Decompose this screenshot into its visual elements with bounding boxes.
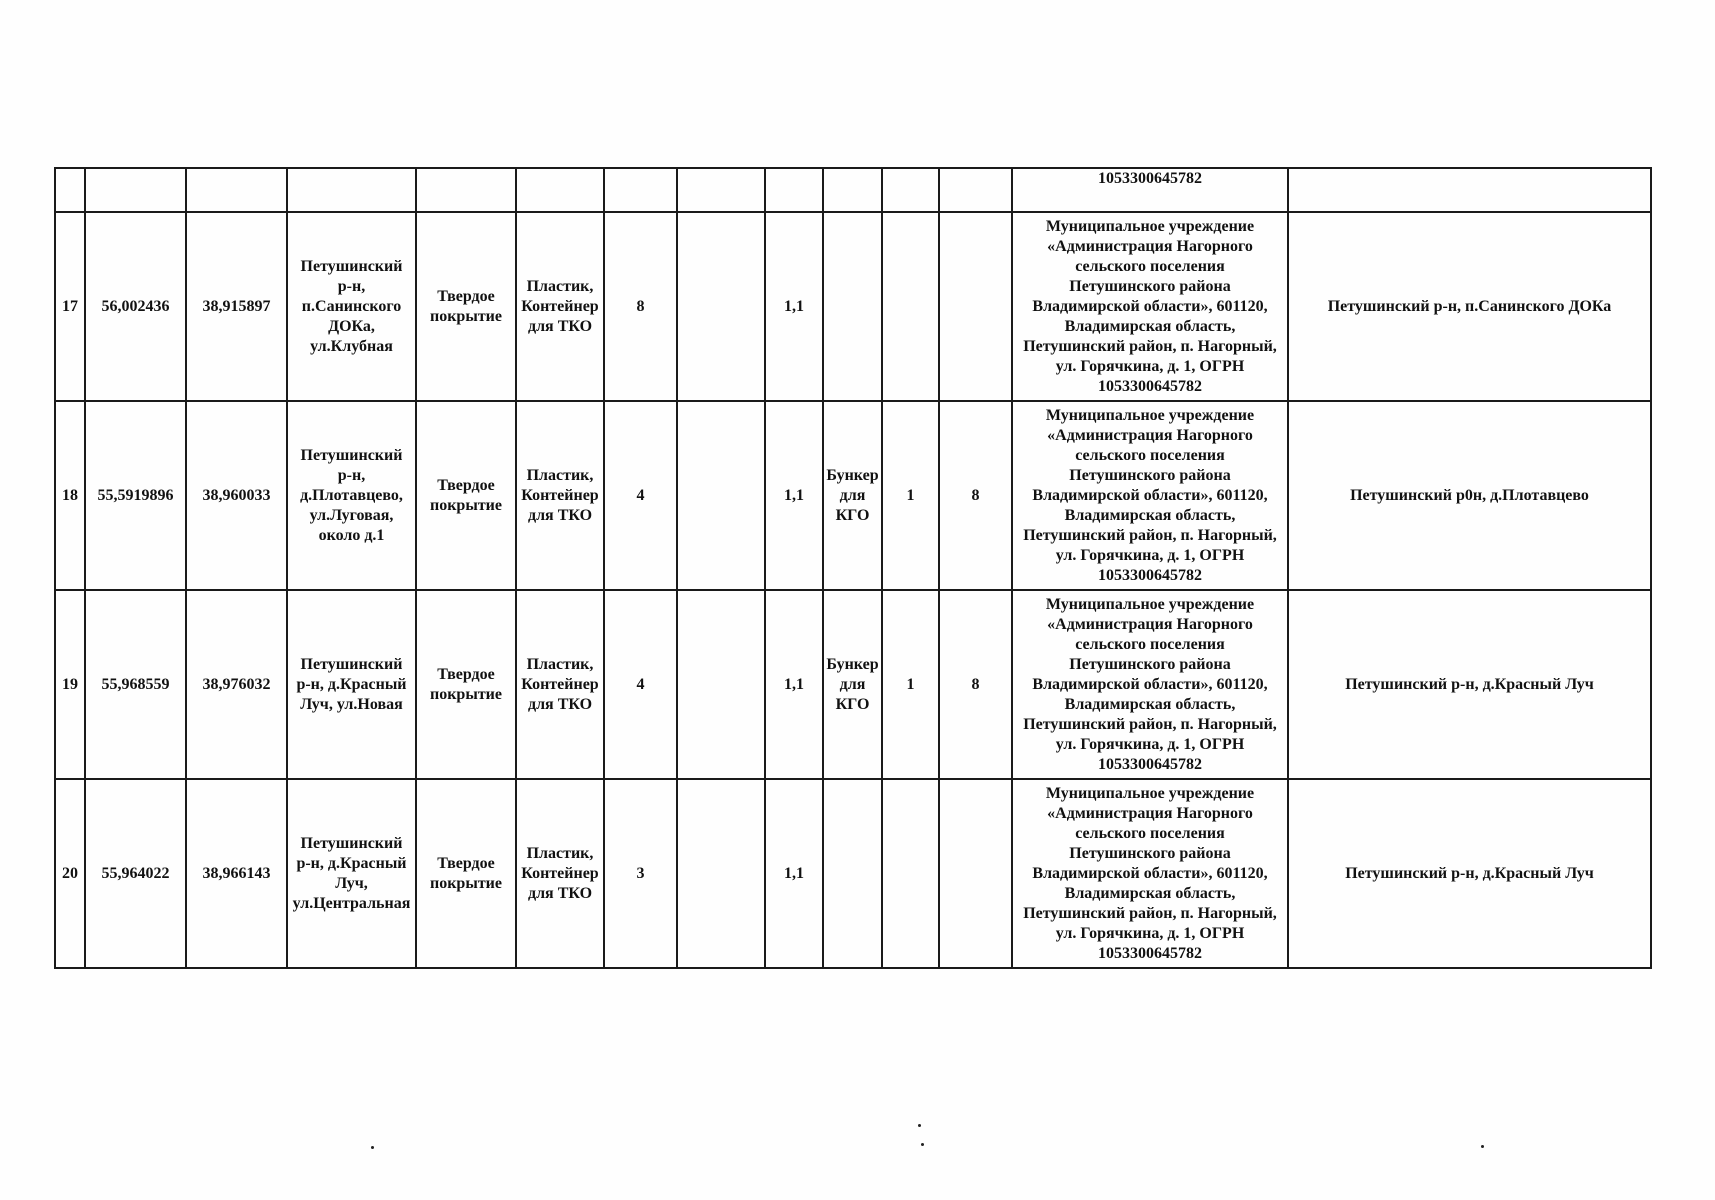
cell-bunker xyxy=(823,401,882,590)
cell-lon: 38,966143 xyxy=(186,779,287,968)
cell-bunker-count: 1 xyxy=(882,401,939,590)
cell-org-line: Муниципальное учреждение xyxy=(1045,784,1255,802)
cell-num xyxy=(55,168,85,212)
cell-volume: 1,1 xyxy=(765,590,823,779)
cell-org xyxy=(1012,168,1288,212)
cell-surface-line: покрытие xyxy=(429,307,502,325)
cell-bunker-line: Бункер xyxy=(826,655,879,673)
cell-container xyxy=(516,212,604,401)
cell-count: 4 xyxy=(604,401,677,590)
cell-bunker xyxy=(823,212,882,401)
cell-address-line: р-н, xyxy=(337,466,366,484)
cell-bunker xyxy=(823,779,882,968)
cell-surface xyxy=(416,590,516,779)
cell-org-line: ул. Горячкина, д. 1, ОГРН xyxy=(1055,546,1245,564)
cell-address-line: Луч, xyxy=(335,874,368,892)
cell-address-line: ул.Клубная xyxy=(310,337,393,355)
cell-address-line: ул.Центральная xyxy=(292,894,411,912)
cell-source xyxy=(1288,168,1651,212)
cell-address-line: р-н, д.Красный xyxy=(296,854,407,872)
cell-bunker-line: для xyxy=(839,486,866,504)
cell-bunker-volume xyxy=(939,779,1012,968)
cell-bunker-volume: 8 xyxy=(939,401,1012,590)
cell-address-line: р-н, д.Красный xyxy=(296,675,407,693)
cell-count: 4 xyxy=(604,590,677,779)
cell-container-line: Пластик, xyxy=(526,277,594,295)
page-mark-dot xyxy=(918,1124,921,1127)
cell-org xyxy=(1012,212,1288,401)
table-row xyxy=(55,212,1651,401)
cell-source: Петушинский р0н, д.Плотавцево xyxy=(1288,401,1651,590)
cell-org-line: Владимирская область, xyxy=(1064,506,1236,524)
cell-num: 17 xyxy=(55,212,85,401)
org-tail-text: 1053300645782 xyxy=(1098,170,1202,187)
cell-org-line: Петушинский район, п. Нагорный, xyxy=(1023,715,1277,733)
cell-count: 3 xyxy=(604,779,677,968)
cell-org-line: ул. Горячкина, д. 1, ОГРН xyxy=(1055,357,1245,375)
cell-surface xyxy=(416,779,516,968)
cell-surface xyxy=(416,212,516,401)
cell-lat: 55,964022 xyxy=(85,779,186,968)
cell-address-line: р-н, xyxy=(337,277,366,295)
cell-count: 8 xyxy=(604,212,677,401)
cell-volume: 1,1 xyxy=(765,779,823,968)
cell-address-line: около д.1 xyxy=(318,526,385,544)
cell-bunker-count: 1 xyxy=(882,590,939,779)
cell-org-line: Владимирской области», 601120, xyxy=(1032,297,1268,315)
cell-source: Петушинский р-н, д.Красный Луч xyxy=(1288,779,1651,968)
cell-source: Петушинский р-н, п.Санинского ДОКа xyxy=(1288,212,1651,401)
cell-bunker xyxy=(823,168,882,212)
cell-container-line: Пластик, xyxy=(526,655,594,673)
cell-address-line: ДОКа, xyxy=(328,317,375,335)
table-row xyxy=(55,590,1651,779)
cell-org-line: ул. Горячкина, д. 1, ОГРН xyxy=(1055,924,1245,942)
cell-org-line: Владимирской области», 601120, xyxy=(1032,675,1268,693)
cell-org-line: сельского поселения xyxy=(1075,446,1225,464)
cell-container-line: для ТКО xyxy=(527,506,593,524)
table-row xyxy=(55,779,1651,968)
page-mark-dot xyxy=(371,1146,374,1149)
cell-bunker-volume xyxy=(939,168,1012,212)
cell-address-line: Луч, ул.Новая xyxy=(300,695,403,713)
cell-address-line: Петушинский xyxy=(300,655,403,673)
cell-container-line: Контейнер xyxy=(521,486,599,504)
cell-source: Петушинский р-н, д.Красный Луч xyxy=(1288,590,1651,779)
cell-org xyxy=(1012,401,1288,590)
cell-org-line: Петушинский район, п. Нагорный, xyxy=(1023,526,1277,544)
cell-container-line: для ТКО xyxy=(527,884,593,902)
cell-lon: 38,915897 xyxy=(186,212,287,401)
cell-org-line: «Администрация Нагорного xyxy=(1047,615,1253,633)
cell-bunker-count xyxy=(882,212,939,401)
cell-org-line: Петушинского района xyxy=(1069,466,1231,484)
cell-volume: 1,1 xyxy=(765,401,823,590)
cell-org-line: ул. Горячкина, д. 1, ОГРН xyxy=(1055,735,1245,753)
cell-surface-line: покрытие xyxy=(429,874,502,892)
cell-container-line: Пластик, xyxy=(526,844,594,862)
table-row-continuation xyxy=(55,168,1651,212)
cell-container xyxy=(516,401,604,590)
cell-address-line: ул.Луговая, xyxy=(309,506,394,524)
cell-org-line: Петушинского района xyxy=(1069,655,1231,673)
cell-container-line: Пластик, xyxy=(526,466,594,484)
cell-address-line: Петушинский xyxy=(300,257,403,275)
cell-container xyxy=(516,779,604,968)
cell-surface xyxy=(416,401,516,590)
cell-surface-line: Твердое xyxy=(437,665,495,683)
cell-org xyxy=(1012,779,1288,968)
cell-container xyxy=(516,590,604,779)
cell-org-line: Владимирская область, xyxy=(1064,884,1236,902)
cell-org-line: «Администрация Нагорного xyxy=(1047,426,1253,444)
cell-address xyxy=(287,168,416,212)
cell-org-line: Петушинский район, п. Нагорный, xyxy=(1023,904,1277,922)
cell-org-line: 1053300645782 xyxy=(1098,755,1202,773)
table-row xyxy=(55,401,1651,590)
cell-org-line: 1053300645782 xyxy=(1098,377,1202,395)
cell-lon xyxy=(186,168,287,212)
cell-lat: 55,968559 xyxy=(85,590,186,779)
cell-lon: 38,976032 xyxy=(186,590,287,779)
cell-address-line: Петушинский xyxy=(300,834,403,852)
cell-bunker xyxy=(823,590,882,779)
cell-org-line: Петушинского района xyxy=(1069,277,1231,295)
cell-empty xyxy=(677,168,765,212)
cell-org xyxy=(1012,590,1288,779)
cell-surface-line: Твердое xyxy=(437,287,495,305)
cell-bunker-volume xyxy=(939,212,1012,401)
cell-address-line: п.Санинского xyxy=(301,297,402,315)
cell-org-line: «Администрация Нагорного xyxy=(1047,804,1253,822)
cell-num: 19 xyxy=(55,590,85,779)
cell-lat: 56,002436 xyxy=(85,212,186,401)
cell-num: 20 xyxy=(55,779,85,968)
cell-surface-line: Твердое xyxy=(437,854,495,872)
cell-lon: 38,960033 xyxy=(186,401,287,590)
cell-bunker-line: КГО xyxy=(835,506,870,524)
cell-empty xyxy=(677,779,765,968)
cell-container-line: Контейнер xyxy=(521,297,599,315)
cell-container-line: для ТКО xyxy=(527,695,593,713)
cell-org-line: Владимирская область, xyxy=(1064,695,1236,713)
cell-volume xyxy=(765,168,823,212)
cell-org-line: сельского поселения xyxy=(1075,635,1225,653)
cell-address xyxy=(287,590,416,779)
cell-bunker-line: для xyxy=(839,675,866,693)
waste-sites-table xyxy=(54,167,1652,969)
cell-address xyxy=(287,779,416,968)
cell-surface xyxy=(416,168,516,212)
cell-org-line: Муниципальное учреждение xyxy=(1045,217,1255,235)
cell-volume: 1,1 xyxy=(765,212,823,401)
cell-lat xyxy=(85,168,186,212)
cell-surface-line: Твердое xyxy=(437,476,495,494)
cell-bunker-count xyxy=(882,168,939,212)
page-mark-dot xyxy=(1481,1145,1484,1148)
cell-bunker-count xyxy=(882,779,939,968)
cell-org-line: Владимирская область, xyxy=(1064,317,1236,335)
cell-address-line: Петушинский xyxy=(300,446,403,464)
cell-org-line: «Администрация Нагорного xyxy=(1047,237,1253,255)
cell-org-line: Петушинский район, п. Нагорный, xyxy=(1023,337,1277,355)
cell-surface-line: покрытие xyxy=(429,496,502,514)
cell-bunker-volume: 8 xyxy=(939,590,1012,779)
page-mark-dot xyxy=(921,1143,924,1146)
cell-empty xyxy=(677,401,765,590)
cell-address-line: д.Плотавцево, xyxy=(300,486,403,504)
cell-container xyxy=(516,168,604,212)
cell-org-line: Муниципальное учреждение xyxy=(1045,406,1255,424)
cell-bunker-line: Бункер xyxy=(826,466,879,484)
cell-address xyxy=(287,401,416,590)
cell-container-line: Контейнер xyxy=(521,864,599,882)
cell-org-line: Петушинского района xyxy=(1069,844,1231,862)
cell-count xyxy=(604,168,677,212)
cell-empty xyxy=(677,212,765,401)
cell-lat: 55,5919896 xyxy=(85,401,186,590)
cell-surface-line: покрытие xyxy=(429,685,502,703)
cell-org-line: сельского поселения xyxy=(1075,257,1225,275)
cell-address xyxy=(287,212,416,401)
cell-empty xyxy=(677,590,765,779)
table-body xyxy=(55,168,1651,968)
cell-org-line: 1053300645782 xyxy=(1098,944,1202,962)
cell-org-line: Владимирской области», 601120, xyxy=(1032,486,1268,504)
cell-org-line: Владимирской области», 601120, xyxy=(1032,864,1268,882)
cell-container-line: Контейнер xyxy=(521,675,599,693)
cell-org-line: Муниципальное учреждение xyxy=(1045,595,1255,613)
cell-org-line: сельского поселения xyxy=(1075,824,1225,842)
cell-num: 18 xyxy=(55,401,85,590)
cell-org-line: 1053300645782 xyxy=(1098,566,1202,584)
cell-container-line: для ТКО xyxy=(527,317,593,335)
cell-bunker-line: КГО xyxy=(835,695,870,713)
